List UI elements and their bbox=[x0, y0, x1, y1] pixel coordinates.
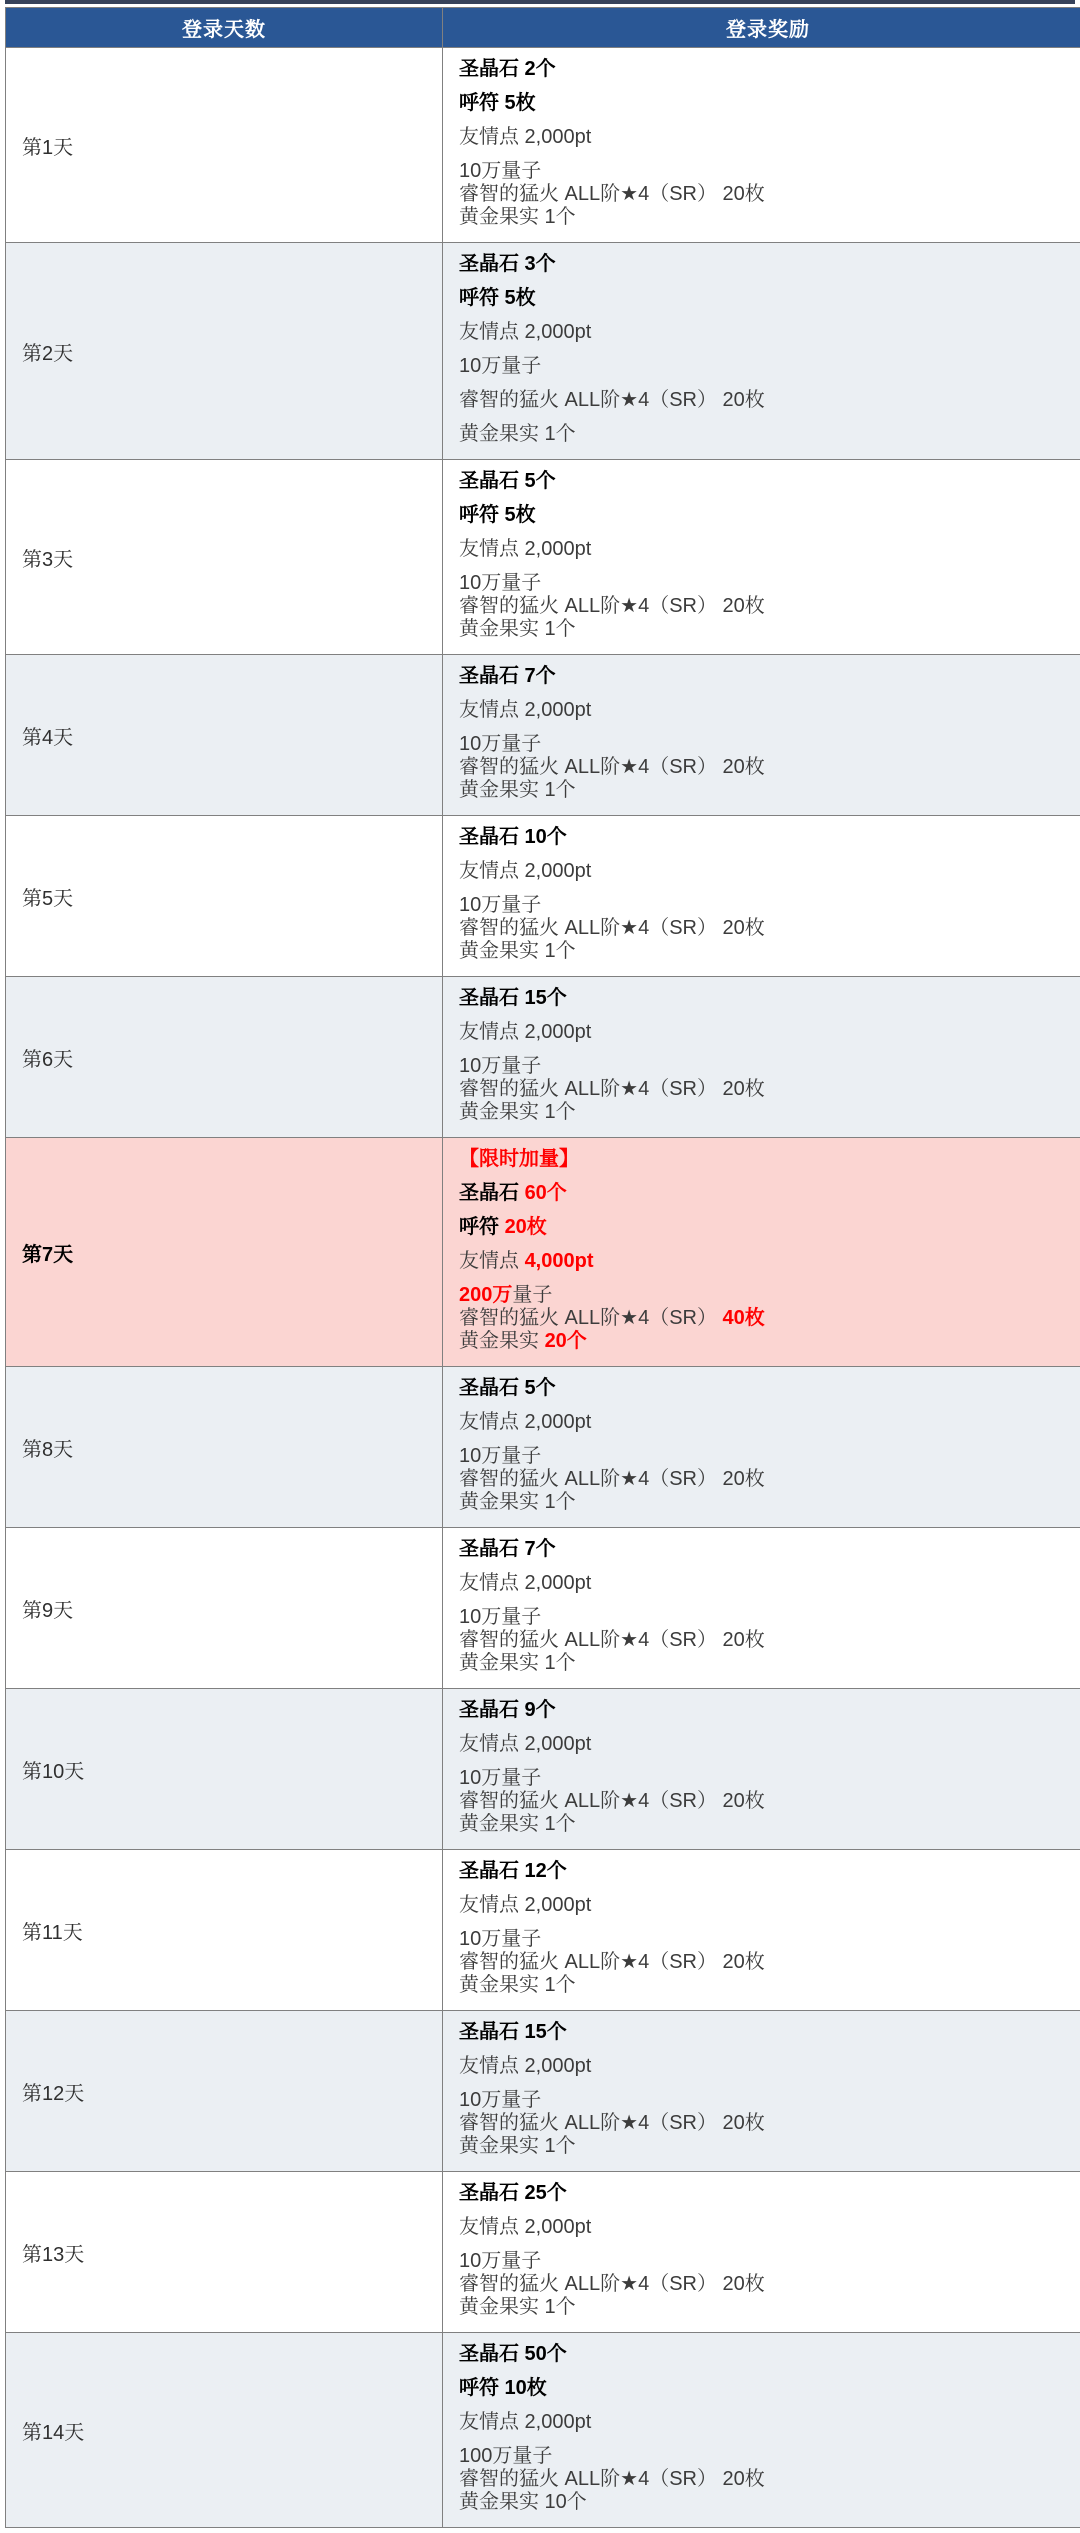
reward-block bbox=[459, 2411, 1077, 2434]
reward-segment: 睿智的猛火 ALL阶★4（SR） 20枚 bbox=[459, 389, 765, 411]
reward-segment: 睿智的猛火 ALL阶★4（SR） 20枚 bbox=[459, 595, 765, 617]
reward-segment: 60个 bbox=[525, 1182, 567, 1204]
day-cell: 第12天 bbox=[6, 2011, 443, 2172]
reward-block bbox=[459, 1284, 1077, 1353]
rewards-cell bbox=[443, 243, 1080, 460]
reward-block bbox=[459, 2089, 1077, 2158]
rewards-cell bbox=[443, 2172, 1080, 2333]
day-cell: 第3天 bbox=[6, 460, 443, 655]
reward-segment: 呼符 5枚 bbox=[459, 504, 536, 526]
table-body bbox=[6, 48, 1080, 2528]
table-header bbox=[6, 8, 1080, 48]
reward-segment: 圣晶石 10个 bbox=[459, 826, 567, 848]
reward-block bbox=[459, 1606, 1077, 1675]
reward-block bbox=[459, 2343, 1077, 2366]
reward-block bbox=[459, 699, 1077, 722]
reward-segment: 圣晶石 7个 bbox=[459, 1538, 556, 1560]
reward-segment: 圣晶石 12个 bbox=[459, 1860, 567, 1882]
day-cell: 第5天 bbox=[6, 816, 443, 977]
reward-block bbox=[459, 253, 1077, 276]
day-cell: 第8天 bbox=[6, 1367, 443, 1528]
reward-block bbox=[459, 1445, 1077, 1514]
reward-block bbox=[459, 2445, 1077, 2514]
day-cell: 第10天 bbox=[6, 1689, 443, 1850]
reward-segment: 黄金果实 1个 bbox=[459, 2296, 576, 2318]
reward-segment: 10万量子 bbox=[459, 160, 541, 182]
reward-segment: 呼符 5枚 bbox=[459, 287, 536, 309]
reward-segment: 【限时加量】 bbox=[459, 1148, 579, 1170]
reward-block bbox=[459, 1377, 1077, 1400]
reward-segment: 睿智的猛火 ALL阶★4（SR） 20枚 bbox=[459, 917, 765, 939]
reward-block bbox=[459, 860, 1077, 883]
reward-segment: 友情点 2,000pt bbox=[459, 1572, 591, 1594]
reward-block bbox=[459, 1538, 1077, 1561]
reward-segment: 睿智的猛火 ALL阶★4（SR） 20枚 bbox=[459, 1078, 765, 1100]
reward-segment: 呼符 bbox=[459, 1216, 505, 1238]
reward-segment: 10万量子 bbox=[459, 572, 541, 594]
reward-segment: 黄金果实 1个 bbox=[459, 206, 576, 228]
reward-segment: 友情点 2,000pt bbox=[459, 321, 591, 343]
reward-segment: 黄金果实 1个 bbox=[459, 940, 576, 962]
table-row bbox=[6, 1528, 1080, 1689]
day-cell: 第13天 bbox=[6, 2172, 443, 2333]
reward-segment: 4,000pt bbox=[525, 1250, 594, 1272]
table-row bbox=[6, 1367, 1080, 1528]
reward-segment: 圣晶石 15个 bbox=[459, 2021, 567, 2043]
reward-segment: 圣晶石 25个 bbox=[459, 2182, 567, 2204]
reward-segment: 圣晶石 5个 bbox=[459, 470, 556, 492]
table-row bbox=[6, 2172, 1080, 2333]
reward-block bbox=[459, 1411, 1077, 1434]
reward-segment: 100万量子 bbox=[459, 2445, 552, 2467]
reward-block bbox=[459, 1182, 1077, 1205]
day-cell: 第1天 bbox=[6, 48, 443, 243]
reward-block bbox=[459, 92, 1077, 115]
reward-segment: 睿智的猛火 ALL阶★4（SR） 20枚 bbox=[459, 2273, 765, 2295]
reward-segment: 黄金果实 1个 bbox=[459, 779, 576, 801]
rewards-cell bbox=[443, 48, 1080, 243]
rewards-cell bbox=[443, 1367, 1080, 1528]
rewards-cell bbox=[443, 460, 1080, 655]
reward-segment: 圣晶石 9个 bbox=[459, 1699, 556, 1721]
day-cell: 第2天 bbox=[6, 243, 443, 460]
reward-segment: 圣晶石 bbox=[459, 1182, 525, 1204]
reward-segment: 10万量子 bbox=[459, 733, 541, 755]
rewards-cell bbox=[443, 655, 1080, 816]
rewards-cell bbox=[443, 977, 1080, 1138]
reward-segment: 圣晶石 3个 bbox=[459, 253, 556, 275]
day-cell: 第9天 bbox=[6, 1528, 443, 1689]
table-row bbox=[6, 2333, 1080, 2528]
reward-block bbox=[459, 826, 1077, 849]
reward-segment: 友情点 2,000pt bbox=[459, 126, 591, 148]
rewards-cell bbox=[443, 816, 1080, 977]
reward-block bbox=[459, 1767, 1077, 1836]
reward-block bbox=[459, 1216, 1077, 1239]
reward-segment: 黄金果实 1个 bbox=[459, 1974, 576, 1996]
reward-segment: 友情点 2,000pt bbox=[459, 1894, 591, 1916]
reward-segment: 睿智的猛火 ALL阶★4（SR） 20枚 bbox=[459, 1951, 765, 1973]
reward-block bbox=[459, 58, 1077, 81]
reward-block bbox=[459, 572, 1077, 641]
rewards-cell bbox=[443, 1850, 1080, 2011]
reward-segment: 圣晶石 50个 bbox=[459, 2343, 567, 2365]
day-cell: 第6天 bbox=[6, 977, 443, 1138]
table-row bbox=[6, 1138, 1080, 1367]
table-row bbox=[6, 2011, 1080, 2172]
reward-segment: 量子 bbox=[512, 1284, 552, 1306]
reward-segment: 10万量子 bbox=[459, 1928, 541, 1950]
reward-segment: 黄金果实 1个 bbox=[459, 1652, 576, 1674]
reward-block bbox=[459, 1894, 1077, 1917]
rewards-cell bbox=[443, 2011, 1080, 2172]
table-row bbox=[6, 1689, 1080, 1850]
reward-block bbox=[459, 1148, 1077, 1171]
reward-segment: 10万量子 bbox=[459, 2250, 541, 2272]
reward-segment: 友情点 2,000pt bbox=[459, 1021, 591, 1043]
reward-segment: 黄金果实 10个 bbox=[459, 2491, 587, 2513]
reward-segment: 呼符 10枚 bbox=[459, 2377, 547, 2399]
table-row bbox=[6, 816, 1080, 977]
login-bonus-table bbox=[5, 7, 1080, 2528]
table-row bbox=[6, 460, 1080, 655]
reward-block bbox=[459, 2377, 1077, 2400]
reward-segment: 黄金果实 1个 bbox=[459, 618, 576, 640]
day-cell: 第11天 bbox=[6, 1850, 443, 2011]
reward-block bbox=[459, 733, 1077, 802]
reward-segment: 圣晶石 2个 bbox=[459, 58, 556, 80]
day-cell: 第4天 bbox=[6, 655, 443, 816]
reward-segment: 10万量子 bbox=[459, 1606, 541, 1628]
reward-segment: 友情点 2,000pt bbox=[459, 538, 591, 560]
rewards-cell bbox=[443, 1689, 1080, 1850]
reward-segment: 呼符 5枚 bbox=[459, 92, 536, 114]
day-cell: 第14天 bbox=[6, 2333, 443, 2528]
reward-block bbox=[459, 1055, 1077, 1124]
reward-block bbox=[459, 321, 1077, 344]
reward-block bbox=[459, 538, 1077, 561]
reward-block bbox=[459, 1733, 1077, 1756]
reward-block bbox=[459, 1572, 1077, 1595]
reward-segment: 10万量子 bbox=[459, 2089, 541, 2111]
reward-segment: 睿智的猛火 ALL阶★4（SR） 20枚 bbox=[459, 2112, 765, 2134]
reward-segment: 20个 bbox=[545, 1330, 587, 1352]
reward-segment: 睿智的猛火 ALL阶★4（SR） 20枚 bbox=[459, 1790, 765, 1812]
reward-segment: 睿智的猛火 ALL阶★4（SR） 20枚 bbox=[459, 1468, 765, 1490]
rewards-cell bbox=[443, 1528, 1080, 1689]
reward-block bbox=[459, 987, 1077, 1010]
reward-segment: 黄金果实 1个 bbox=[459, 423, 576, 445]
reward-segment: 友情点 2,000pt bbox=[459, 2411, 591, 2433]
reward-segment: 黄金果实 1个 bbox=[459, 1491, 576, 1513]
reward-segment: 20枚 bbox=[505, 1216, 547, 1238]
table-row bbox=[6, 977, 1080, 1138]
reward-block bbox=[459, 1928, 1077, 1997]
reward-segment: 友情点 2,000pt bbox=[459, 1733, 591, 1755]
top-edge-bar bbox=[5, 0, 1075, 4]
reward-block bbox=[459, 1860, 1077, 1883]
reward-segment: 圣晶石 7个 bbox=[459, 665, 556, 687]
reward-block bbox=[459, 126, 1077, 149]
reward-segment: 友情点 2,000pt bbox=[459, 860, 591, 882]
reward-block bbox=[459, 894, 1077, 963]
rewards-cell bbox=[443, 2333, 1080, 2528]
reward-segment: 黄金果实 1个 bbox=[459, 1101, 576, 1123]
reward-segment: 200万 bbox=[459, 1284, 512, 1306]
reward-segment: 10万量子 bbox=[459, 1055, 541, 1077]
header-row bbox=[6, 8, 1080, 48]
reward-segment: 友情点 2,000pt bbox=[459, 1411, 591, 1433]
reward-block bbox=[459, 2182, 1077, 2205]
reward-segment: 睿智的猛火 ALL阶★4（SR） 20枚 bbox=[459, 183, 765, 205]
reward-segment: 睿智的猛火 ALL阶★4（SR） 20枚 bbox=[459, 756, 765, 778]
reward-segment: 10万量子 bbox=[459, 355, 541, 377]
reward-segment: 圣晶石 5个 bbox=[459, 1377, 556, 1399]
reward-block bbox=[459, 470, 1077, 493]
reward-segment: 睿智的猛火 ALL阶★4（SR） 20枚 bbox=[459, 1629, 765, 1651]
reward-segment: 黄金果实 1个 bbox=[459, 1813, 576, 1835]
reward-segment: 友情点 2,000pt bbox=[459, 699, 591, 721]
column-header-login-rewards: 登录奖励 bbox=[443, 8, 1080, 48]
reward-segment: 睿智的猛火 ALL阶★4（SR） 20枚 bbox=[459, 2468, 765, 2490]
day-cell: 第7天 bbox=[6, 1138, 443, 1367]
reward-block bbox=[459, 665, 1077, 688]
reward-segment: 友情点 2,000pt bbox=[459, 2216, 591, 2238]
reward-block bbox=[459, 423, 1077, 446]
reward-segment: 10万量子 bbox=[459, 894, 541, 916]
reward-block bbox=[459, 1021, 1077, 1044]
reward-segment: 10万量子 bbox=[459, 1767, 541, 1789]
table-row bbox=[6, 243, 1080, 460]
column-header-login-days: 登录天数 bbox=[6, 8, 443, 48]
reward-segment: 友情点 2,000pt bbox=[459, 2055, 591, 2077]
reward-block bbox=[459, 389, 1077, 412]
reward-block bbox=[459, 160, 1077, 229]
reward-block bbox=[459, 287, 1077, 310]
reward-block bbox=[459, 1699, 1077, 1722]
reward-block bbox=[459, 2055, 1077, 2078]
rewards-cell bbox=[443, 1138, 1080, 1367]
table-row bbox=[6, 48, 1080, 243]
reward-block bbox=[459, 1250, 1077, 1273]
table-row bbox=[6, 1850, 1080, 2011]
reward-block bbox=[459, 2216, 1077, 2239]
reward-segment: 10万量子 bbox=[459, 1445, 541, 1467]
reward-segment: 黄金果实 1个 bbox=[459, 2135, 576, 2157]
reward-block bbox=[459, 2250, 1077, 2319]
reward-segment: 睿智的猛火 ALL阶★4（SR） bbox=[459, 1307, 723, 1329]
reward-segment: 圣晶石 15个 bbox=[459, 987, 567, 1009]
reward-segment: 友情点 bbox=[459, 1250, 525, 1272]
reward-segment: 40枚 bbox=[723, 1307, 765, 1329]
reward-block bbox=[459, 504, 1077, 527]
table-row bbox=[6, 655, 1080, 816]
reward-block bbox=[459, 2021, 1077, 2044]
reward-segment: 黄金果实 bbox=[459, 1330, 545, 1352]
reward-block bbox=[459, 355, 1077, 378]
